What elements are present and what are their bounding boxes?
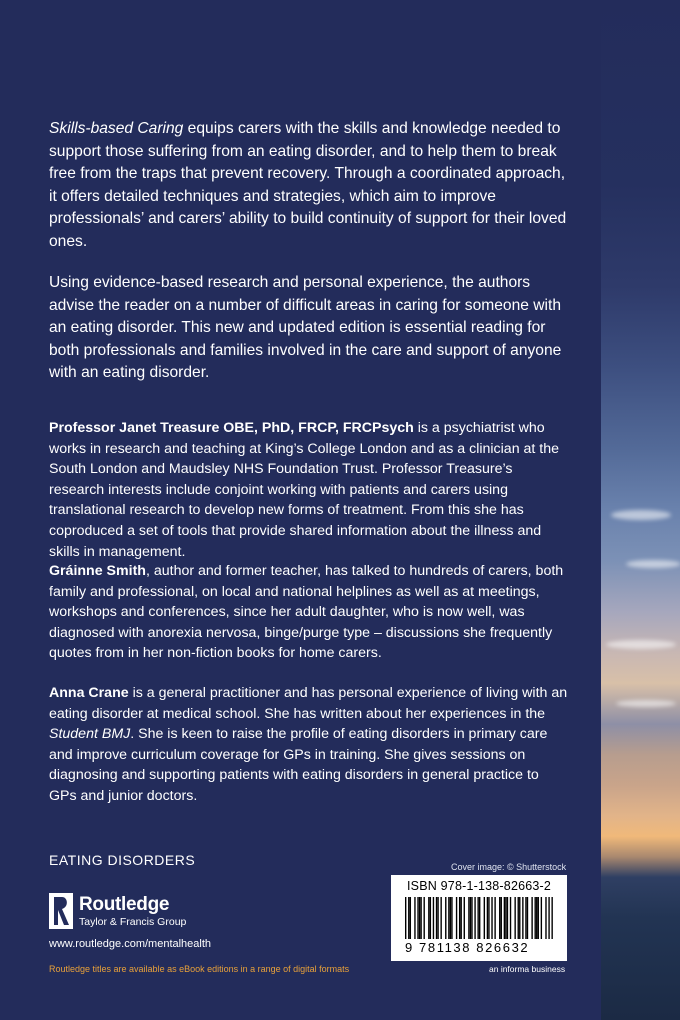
barcode xyxy=(405,897,553,939)
barcode-bar xyxy=(424,897,425,939)
barcode-bar xyxy=(461,897,462,939)
barcode-bar xyxy=(487,897,488,939)
barcode-bar xyxy=(510,897,511,939)
barcode-bar xyxy=(494,897,495,939)
barcode-bar xyxy=(451,897,452,939)
barcode-bar xyxy=(479,897,480,939)
cloud xyxy=(606,640,676,649)
publisher-name: Routledge xyxy=(79,894,170,915)
barcode-bar xyxy=(488,897,489,939)
barcode-bar xyxy=(428,897,429,939)
barcode-digits: 9 781138 826632 xyxy=(405,940,530,955)
author-name: Professor Janet Treasure OBE, PhD, FRCP, FRCPsych xyxy=(49,420,414,436)
barcode-bar xyxy=(459,897,460,939)
barcode-bar xyxy=(419,897,420,939)
barcode-bar xyxy=(410,897,411,939)
bio-text: , author and former teacher, has talked to hundreds of carers, both family and professional, on local and national helplines as well as at meetings, workshops and conferences, since her adult daughter, who is now well, was diagnosed with anorexia nervosa, binge/purge type – discussions she frequently quotes from in her non-fiction books for home carers. xyxy=(49,563,564,662)
bio-text: is a general practitioner and has personal experience of living with an eating disorder at medical school. She has written about her experiences in the xyxy=(49,685,568,722)
routledge-logo xyxy=(49,893,199,931)
barcode-bar xyxy=(504,897,505,939)
barcode-bar xyxy=(456,897,457,939)
isbn-barcode-box xyxy=(391,875,567,961)
barcode-bar xyxy=(448,897,449,939)
blurb-paragraph-1 xyxy=(49,118,569,254)
cloud xyxy=(616,700,676,707)
blurb-text: equips carers with the skills and knowledge needed to support those suffering from an eating disorder, and to help them to break free from the traps that prevent recovery. Through a coordinated approach, it offers detailed techniques and strategies, which aim to improve professionals’ and carers’ ability to build continuity of support for their loved ones. xyxy=(49,120,567,250)
cover-credit: Cover image: © Shutterstock xyxy=(451,862,567,872)
bio-text: . She is keen to raise the profile of eating disorders in primary care and improve curriculum coverage for GPs in training. She gives sessions on diagnosing and supporting patients with eating disorders in general practice to GPs and junior doctors. xyxy=(49,726,548,804)
barcode-bar xyxy=(501,897,502,939)
barcode-bar xyxy=(507,897,508,939)
blurb-paragraph-2 xyxy=(49,272,569,385)
barcode-bar xyxy=(519,897,520,939)
bio-smith xyxy=(49,561,569,664)
barcode-bar xyxy=(505,897,506,939)
barcode-bar xyxy=(527,897,528,939)
barcode-bar xyxy=(522,897,523,939)
bio-treasure xyxy=(49,418,569,562)
barcode-bar xyxy=(474,897,475,939)
barcode-bar xyxy=(405,897,406,939)
barcode-bar xyxy=(541,897,542,939)
barcode-bar xyxy=(499,897,500,939)
barcode-bar xyxy=(545,897,546,939)
barcode-bar xyxy=(433,897,434,939)
bio-text: is a psychiatrist who works in research and teaching at King’s College London and as a clinician at the South London and Maudsley NHS Foundation Trust. Professor Treasure’s research interests include conjoint working with patients and carers using translational research to develop new forms of treatment. From this she has coproduced a set of tools that provide shared information about the illness and skills in management. xyxy=(49,420,560,560)
isbn-label: ISBN 978-1-138-82663-2 xyxy=(407,879,552,893)
bio-crane xyxy=(49,683,569,807)
barcode-bar xyxy=(436,897,437,939)
barcode-bar xyxy=(468,897,469,939)
barcode-bar xyxy=(437,897,438,939)
informa-tagline: an informa business xyxy=(489,964,566,974)
ebook-note: Routledge titles are available as eBook editions in a range of digital formats xyxy=(49,964,350,974)
barcode-bar xyxy=(440,897,441,939)
barcode-bar xyxy=(536,897,537,939)
barcode-bar xyxy=(551,897,552,939)
author-name: Anna Crane xyxy=(49,685,129,701)
barcode-bar xyxy=(445,897,446,939)
barcode-bar xyxy=(538,897,539,939)
sky-photo-strip xyxy=(601,0,680,1020)
barcode-bar xyxy=(450,897,451,939)
barcode-bar xyxy=(417,897,418,939)
barcode-bar xyxy=(464,897,465,939)
barcode-bar xyxy=(477,897,478,939)
barcode-bar xyxy=(518,897,519,939)
series-label: EATING DISORDERS xyxy=(49,852,196,868)
barcode-bar xyxy=(531,897,532,939)
routledge-r-icon xyxy=(49,893,73,929)
cloud xyxy=(626,560,680,568)
barcode-bar xyxy=(430,897,431,939)
publisher-url[interactable]: www.routledge.com/mentalhealth xyxy=(49,938,212,950)
book-title: Skills-based Caring xyxy=(49,120,184,137)
cloud xyxy=(611,510,671,520)
barcode-bar xyxy=(414,897,415,939)
barcode-bar xyxy=(514,897,515,939)
barcode-bar xyxy=(484,897,485,939)
barcode-bar xyxy=(491,897,492,939)
barcode-bar xyxy=(470,897,471,939)
barcode-bar xyxy=(408,897,409,939)
publisher-group: Taylor & Francis Group xyxy=(79,916,187,928)
barcode-bar xyxy=(525,897,526,939)
barcode-bar xyxy=(471,897,472,939)
barcode-bar xyxy=(535,897,536,939)
barcode-bar xyxy=(548,897,549,939)
blurb-text: Using evidence-based research and personal experience, the authors advise the reader on a number of difficult areas in caring for someone with an eating disorder. This new and updated edition is essential reading for both professionals and families involved in the care and support of anyone with an eating disorder. xyxy=(49,274,562,382)
barcode-bar xyxy=(420,897,421,939)
journal-title: Student BMJ xyxy=(49,726,131,743)
author-name: Gráinne Smith xyxy=(49,563,146,579)
